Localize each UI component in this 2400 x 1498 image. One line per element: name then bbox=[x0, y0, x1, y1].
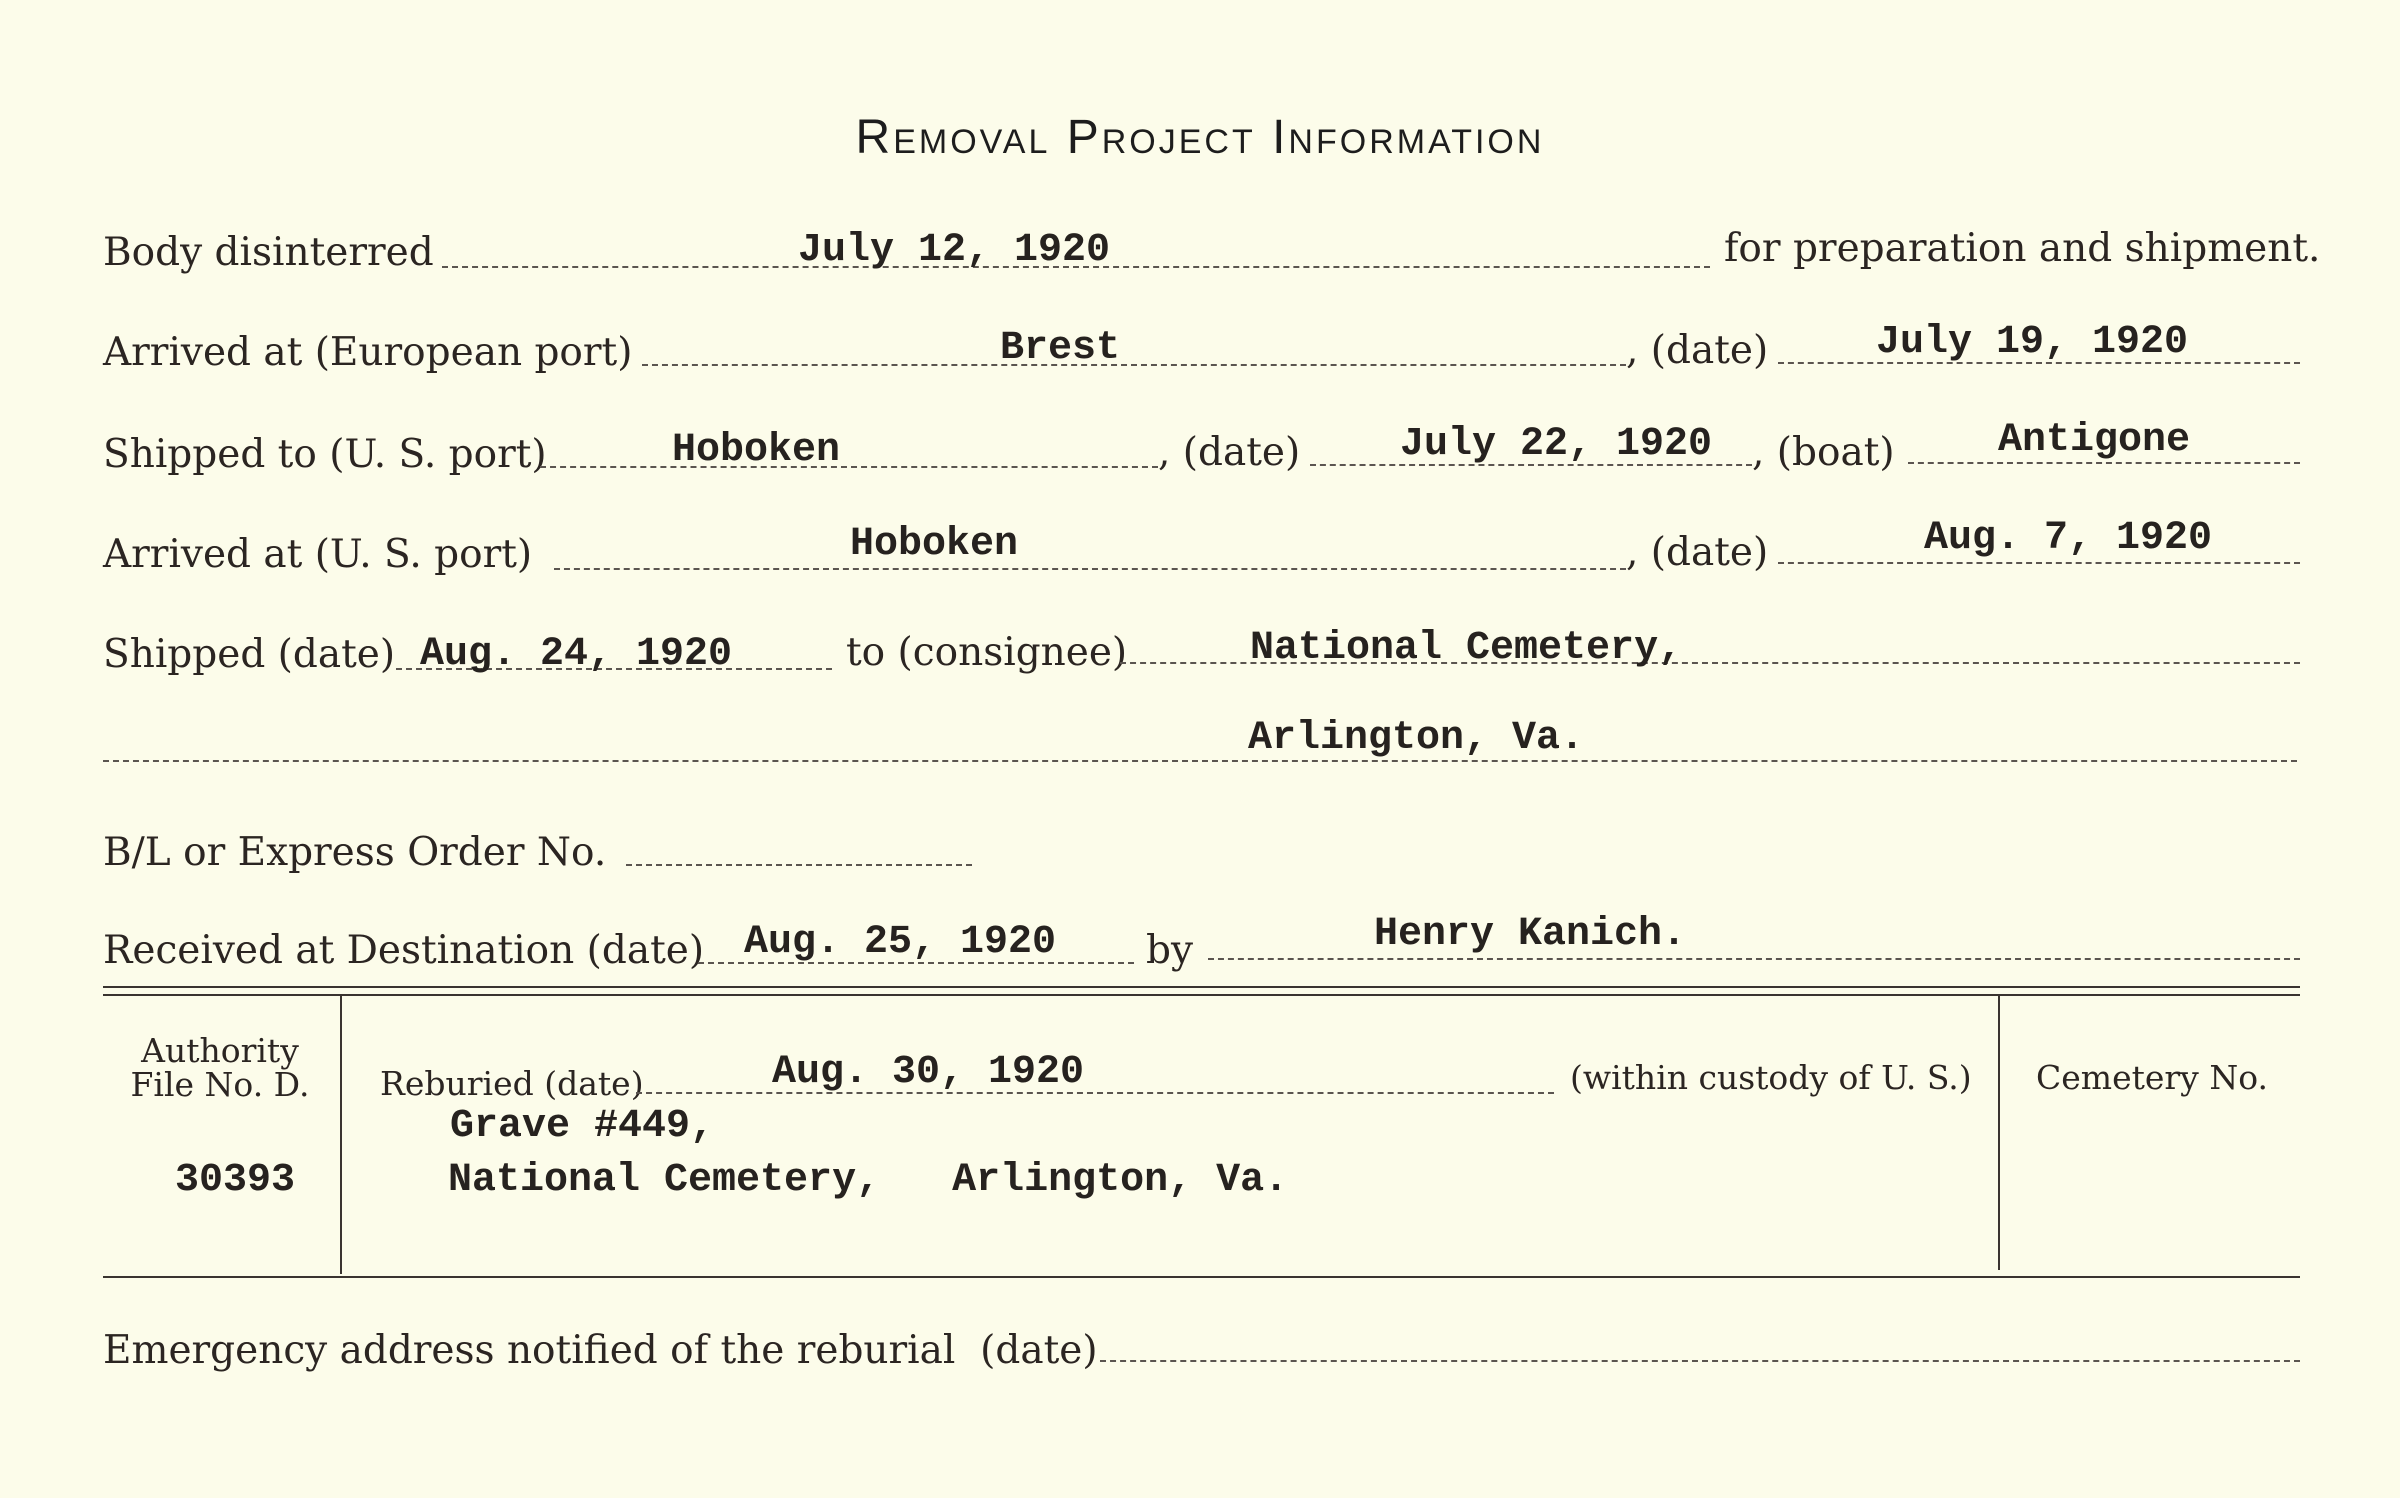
received-date: Aug. 25, 1920 bbox=[744, 920, 1057, 965]
authority-label bbox=[110, 1031, 330, 1104]
shipped-us-port: Hoboken bbox=[672, 428, 841, 473]
bl-order-line bbox=[626, 864, 972, 866]
arrived-us-date-line bbox=[1778, 562, 2300, 564]
shipped-us-date: July 22, 1920 bbox=[1400, 422, 1713, 467]
consignee-label: to (consignee) bbox=[846, 630, 1128, 675]
shipped-us-boat: Antigone bbox=[1998, 418, 2191, 463]
shipped-us-label: Shipped to (U. S. port) bbox=[103, 432, 547, 477]
shipped-us-date-label: , (date) bbox=[1158, 430, 1301, 475]
card-title: Removal Project Information bbox=[855, 111, 1545, 164]
shipped-date: Aug. 24, 1920 bbox=[420, 632, 733, 677]
received-by-label: by bbox=[1146, 928, 1193, 973]
box-top-rule-2 bbox=[103, 994, 2300, 996]
received-by: Henry Kanich. bbox=[1374, 912, 1687, 957]
shipped-us-boat-label: , (boat) bbox=[1752, 430, 1895, 475]
emergency-label: Emergency address notified of the reburial (date) bbox=[103, 1328, 1098, 1373]
authority-label-line2: File No. D. bbox=[130, 1065, 310, 1104]
arrived-european-port-line bbox=[642, 364, 1626, 366]
arrived-us-date: Aug. 7, 1920 bbox=[1924, 516, 2213, 561]
body-disinterred-suffix: for preparation and shipment. bbox=[1724, 226, 2321, 271]
consignee-line1-value: National Cemetery, bbox=[1250, 626, 1683, 671]
box-divider-left bbox=[340, 996, 342, 1274]
reburied-label: Reburied (date) bbox=[380, 1064, 644, 1103]
box-bottom-rule bbox=[103, 1276, 2300, 1278]
box-divider-right bbox=[1998, 996, 2000, 1270]
custody-label: (within custody of U. S.) bbox=[1570, 1058, 1972, 1097]
shipped-label: Shipped (date) bbox=[103, 632, 396, 677]
arrived-european-label: Arrived at (European port) bbox=[103, 330, 633, 375]
arrived-us-port: Hoboken bbox=[850, 522, 1019, 567]
received-label: Received at Destination (date) bbox=[103, 928, 705, 973]
received-by-line bbox=[1208, 958, 2300, 960]
consignee-line-2 bbox=[103, 760, 2297, 762]
arrived-us-port-line bbox=[554, 568, 1626, 570]
body-disinterred-label: Body disinterred bbox=[103, 230, 434, 275]
arrived-european-date: July 19, 1920 bbox=[1876, 320, 2189, 365]
reburial-location-line2: National Cemetery, Arlington, Va. bbox=[448, 1158, 1289, 1203]
reburied-date: Aug. 30, 1920 bbox=[772, 1050, 1085, 1095]
emergency-date-line bbox=[1100, 1360, 2300, 1362]
reburial-location-line1: Grave #449, bbox=[450, 1104, 715, 1149]
cemetery-number-label: Cemetery No. bbox=[2036, 1058, 2268, 1097]
bl-order-label: B/L or Express Order No. bbox=[103, 830, 607, 875]
consignee-line2-value: Arlington, Va. bbox=[1248, 716, 1585, 761]
body-disinterred-value: July 12, 1920 bbox=[798, 228, 1111, 273]
arrived-european-date-label: , (date) bbox=[1626, 328, 1769, 373]
box-top-rule-1 bbox=[103, 986, 2300, 988]
authority-file-number: 30393 bbox=[174, 1158, 296, 1203]
shipped-us-port-line bbox=[540, 466, 1158, 468]
arrived-us-date-label: , (date) bbox=[1626, 530, 1769, 575]
arrived-european-port: Brest bbox=[1000, 326, 1121, 371]
arrived-us-label: Arrived at (U. S. port) bbox=[103, 532, 533, 577]
authority-label-line1: Authority bbox=[141, 1031, 299, 1070]
